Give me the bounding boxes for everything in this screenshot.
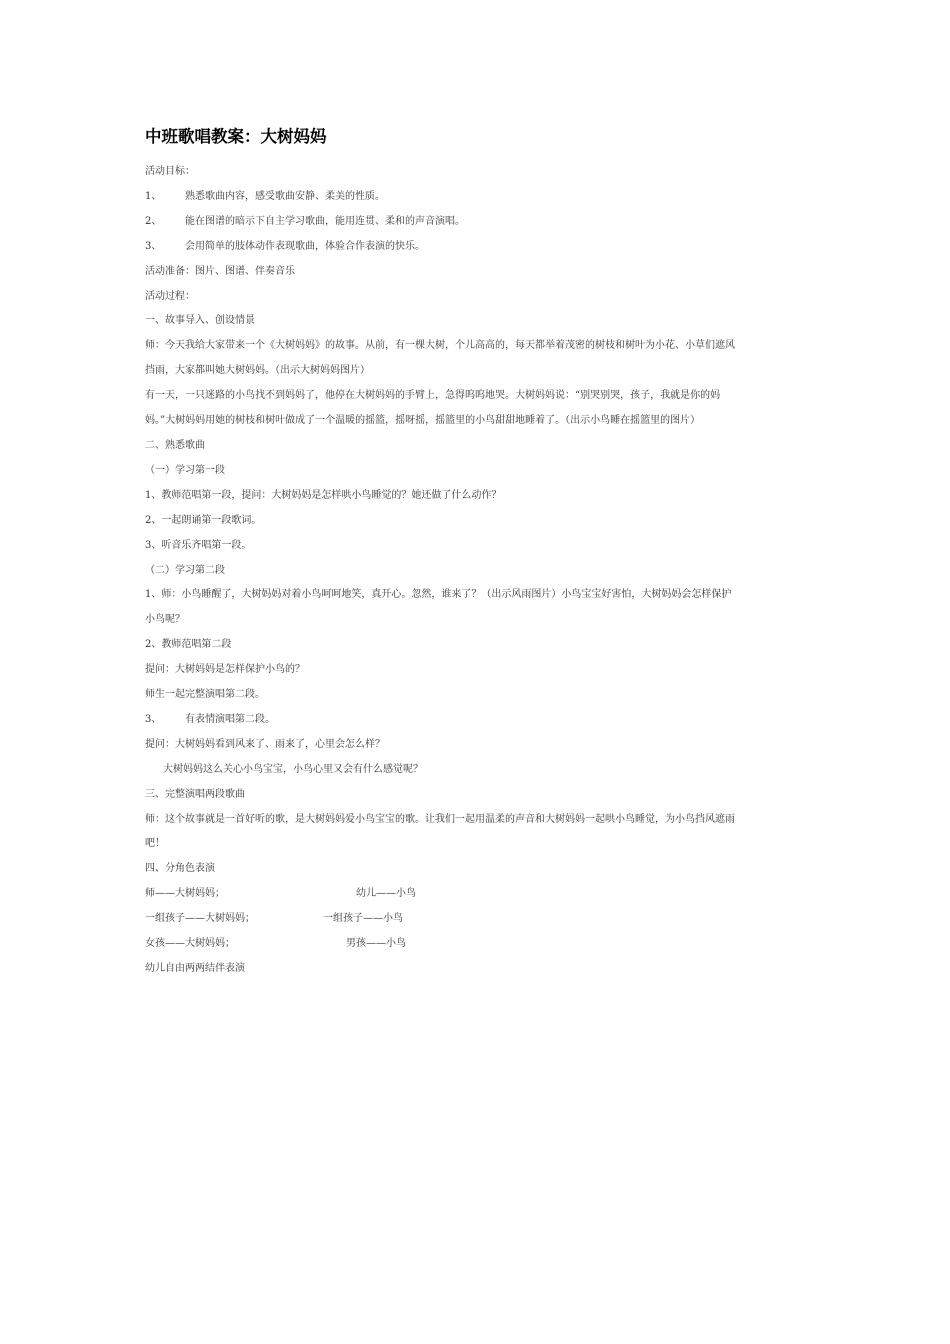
- list-number: 3、: [145, 713, 162, 725]
- goal-number: 1、: [145, 190, 162, 202]
- question-line: 大树妈妈这么关心小鸟宝宝，小鸟心里又会有什么感觉呢？: [163, 763, 423, 775]
- paragraph-line: 吧！: [145, 838, 165, 850]
- list-item: [145, 708, 810, 733]
- role-child-side: 幼儿——小鸟: [356, 888, 416, 900]
- goal-text: 能在图谱的暗示下自主学习歌曲，能用连贯、柔和的声音演唱。: [185, 215, 465, 227]
- role-child-side: 男孩——小鸟: [346, 938, 406, 950]
- goal-item-1: [145, 185, 810, 210]
- document-title: 中班歌唱教案：大树妈妈: [145, 127, 327, 146]
- role-teacher-side: 师——大树妈妈；: [145, 888, 225, 900]
- list-item: 2、一起朗诵第一段歌词。: [145, 514, 262, 526]
- paragraph-line: 师：今天我给大家带来一个《大树妈妈》的故事。从前，有一棵大树，个儿高高的，每天都举着茂密的树枝和树叶为小花、小草们遮风: [145, 340, 735, 352]
- paragraph-line: 有一天，一只迷路的小鸟找不到妈妈了，他停在大树妈妈的手臂上，急得呜呜地哭。大树妈妈说：“别哭别哭，孩子，我就是你的妈: [145, 390, 721, 402]
- paragraph-line: 挡雨，大家都叫她大树妈妈。（出示大树妈妈图片）: [145, 365, 370, 377]
- section-heading-2: 二、熟悉歌曲: [145, 439, 205, 451]
- document-page: [145, 124, 810, 982]
- process-heading: 活动过程：: [145, 290, 195, 302]
- role-row: [145, 882, 810, 907]
- goal-number: 3、: [145, 240, 162, 252]
- goal-item-2: [145, 210, 810, 235]
- goal-item-3: [145, 235, 810, 260]
- list-item: 2、教师范唱第二段: [145, 639, 232, 651]
- list-item: 3、听音乐齐唱第一段。: [145, 539, 252, 551]
- paragraph-line: 师生一起完整演唱第二段。: [145, 689, 265, 701]
- question-line: 提问：大树妈妈看到风来了、雨来了，心里会怎么样？: [145, 738, 385, 750]
- subsection-heading-2: （二）学习第二段: [145, 564, 225, 576]
- closing-line: 幼儿自由两两结伴表演: [145, 963, 245, 974]
- list-text: 有表情演唱第二段。: [185, 713, 275, 725]
- goal-text: 熟悉歌曲内容，感受歌曲安静、柔美的性质。: [185, 190, 385, 202]
- role-row: [145, 932, 810, 957]
- goal-number: 2、: [145, 215, 162, 227]
- role-teacher-side: 女孩——大树妈妈；: [145, 938, 235, 950]
- role-child-side: 一组孩子——小鸟: [323, 913, 403, 925]
- preparation: 活动准备：图片、图谱、伴奏音乐: [145, 265, 295, 277]
- paragraph-line: 师：这个故事就是一首好听的歌，是大树妈妈爱小鸟宝宝的歌。让我们一起用温柔的声音和大树妈妈一起哄小鸟睡觉，为小鸟挡风遮雨: [145, 813, 735, 825]
- list-item: 1、教师范唱第一段，提问：大树妈妈是怎样哄小鸟睡觉的？她还做了什么动作？: [145, 489, 502, 501]
- list-item-continued: 小鸟呢？: [145, 614, 185, 626]
- question-line: 提问：大树妈妈是怎样保护小鸟的？: [145, 664, 305, 676]
- section-heading-1: 一、故事导入、创设情景: [145, 315, 255, 327]
- section-heading-4: 四、分角色表演: [145, 863, 215, 875]
- role-teacher-side: 一组孩子——大树妈妈；: [145, 913, 255, 925]
- list-item: 1、师：小鸟睡醒了，大树妈妈对着小鸟呵呵地笑，真开心。忽然，谁来了？（出示风雨图片）小鸟宝宝好害怕，大树妈妈会怎样保护: [145, 589, 732, 601]
- section-heading-3: 三、完整演唱两段歌曲: [145, 788, 245, 800]
- subsection-heading-1: （一）学习第一段: [145, 464, 225, 476]
- goal-text: 会用简单的肢体动作表现歌曲，体验合作表演的快乐。: [185, 240, 425, 252]
- goals-heading: 活动目标：: [145, 166, 195, 177]
- paragraph-line: 妈。”大树妈妈用她的树枝和树叶做成了一个温暖的摇篮，摇呀摇，摇篮里的小鸟甜甜地睡着了。（出示小鸟睡在摇篮里的图片）: [145, 415, 701, 427]
- role-row: [145, 907, 810, 932]
